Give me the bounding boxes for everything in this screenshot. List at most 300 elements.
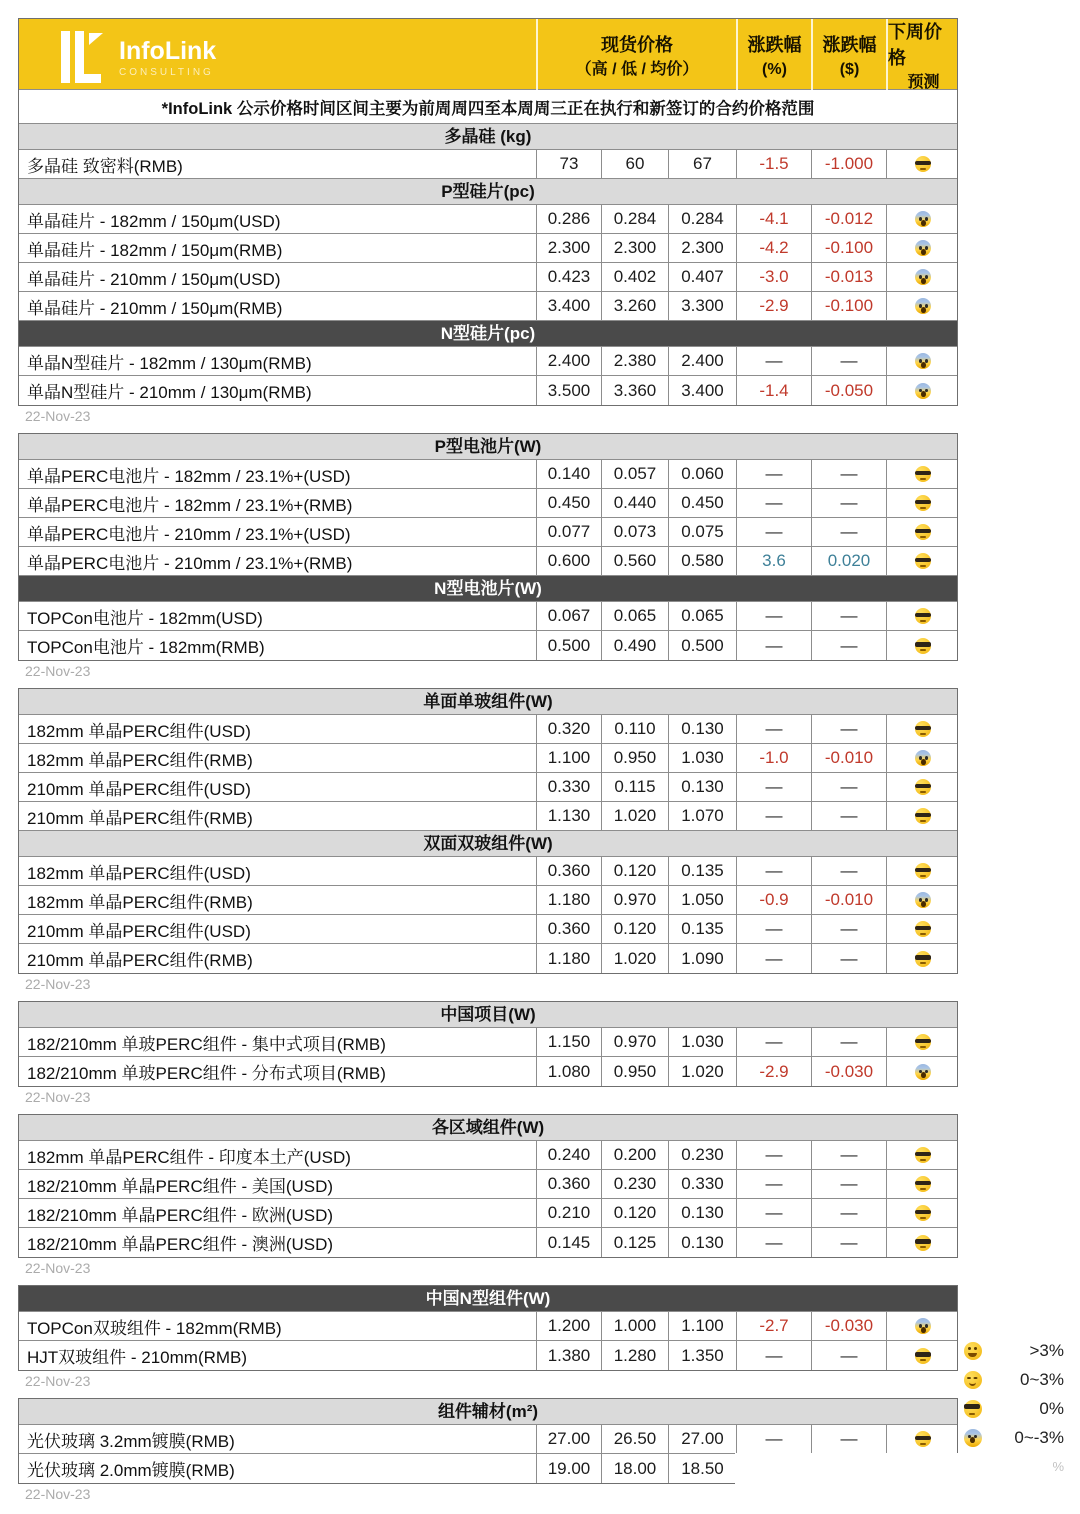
- row-label: TOPCon电池片 - 182mm(USD): [27, 608, 263, 628]
- cell-change-usd: -0.100: [811, 292, 886, 320]
- legend-item: [964, 1423, 1064, 1452]
- cell-high: 0.500: [536, 631, 601, 660]
- cell-avg: 1.020: [668, 1057, 736, 1086]
- cell-change-pct: —: [736, 1425, 811, 1453]
- sunglasses-face-emoji: [915, 721, 931, 737]
- cell-high: 0.600: [536, 547, 601, 575]
- price-row: [19, 460, 957, 489]
- cell-change-usd: —: [811, 347, 886, 375]
- sunglasses-face-emoji: [915, 1147, 931, 1163]
- cell-avg: 0.284: [668, 205, 736, 233]
- cell-forecast: [886, 1425, 959, 1453]
- sunglasses-face-emoji: [915, 466, 931, 482]
- cell-change-usd: —: [811, 631, 886, 660]
- price-row: [19, 857, 957, 886]
- cell-forecast: [886, 1228, 959, 1257]
- cell-avg: 18.50: [668, 1454, 736, 1483]
- cell-low: 0.065: [601, 602, 668, 630]
- cell-change-usd: —: [811, 773, 886, 801]
- price-period-note: *InfoLink 公示价格时间区间主要为前周周四至本周周三正在执行和新签订的合约价格范围: [19, 90, 957, 124]
- cell-change-usd: 0.020: [811, 547, 886, 575]
- cell-high: 0.360: [536, 915, 601, 943]
- sunglasses-face-emoji: [915, 951, 931, 967]
- cell-low: 60: [601, 150, 668, 178]
- legend-item: [964, 1452, 1064, 1481]
- brand-subtitle: CONSULTING: [119, 66, 214, 78]
- cell-forecast: [886, 376, 959, 405]
- cell-low: 0.120: [601, 1199, 668, 1227]
- sunglasses-face-emoji: [915, 608, 931, 624]
- cell-forecast: [886, 150, 959, 178]
- cell-avg: 3.300: [668, 292, 736, 320]
- cell-low: 1.020: [601, 802, 668, 830]
- cell-high: 19.00: [536, 1454, 601, 1483]
- cell-low: 0.970: [601, 886, 668, 914]
- section-header: P型电池片(W): [19, 434, 957, 460]
- price-row: [19, 547, 957, 576]
- cell-change-pct: —: [736, 1341, 811, 1370]
- row-label: 单晶N型硅片 - 210mm / 130μm(RMB): [27, 383, 312, 402]
- date-stamp: 22-Nov-23: [25, 1089, 91, 1105]
- cell-forecast: [886, 547, 959, 575]
- cell-low: 0.402: [601, 263, 668, 291]
- cell-high: 0.210: [536, 1199, 601, 1227]
- cell-change-usd: —: [811, 460, 886, 488]
- sunglasses-face-emoji: [915, 808, 931, 824]
- price-row: [19, 292, 957, 321]
- cell-change-usd: -0.030: [811, 1057, 886, 1086]
- cell-high: 0.240: [536, 1141, 601, 1169]
- cell-low: 1.280: [601, 1341, 668, 1370]
- cell-avg: 0.580: [668, 547, 736, 575]
- row-label: 单晶硅片 - 182mm / 150μm(RMB): [27, 240, 283, 260]
- legend-label: 0%: [1039, 1398, 1064, 1418]
- legend-label: >3%: [1029, 1340, 1064, 1360]
- cell-change-usd: —: [811, 1141, 886, 1169]
- cell-high: 0.320: [536, 715, 601, 743]
- scream-face-emoji: [915, 750, 931, 766]
- cell-change-pct: —: [736, 602, 811, 630]
- cell-avg: 0.130: [668, 773, 736, 801]
- row-label: 单晶PERC电池片 - 210mm / 23.1%+(RMB): [27, 553, 353, 573]
- cell-forecast: [886, 518, 959, 546]
- row-label: 182/210mm 单晶PERC组件 - 澳洲(USD): [27, 1235, 334, 1254]
- cell-change-pct: —: [736, 1228, 811, 1257]
- cell-forecast: [886, 715, 959, 743]
- cell-avg: 0.060: [668, 460, 736, 488]
- row-label: 182/210mm 单晶PERC组件 - 美国(USD): [27, 1176, 334, 1196]
- sunglasses-face-emoji: [915, 1235, 931, 1251]
- cell-change-pct: -3.0: [736, 263, 811, 291]
- section-header: 各区域组件(W): [19, 1115, 957, 1141]
- cell-high: 1.200: [536, 1312, 601, 1340]
- cell-low: 0.950: [601, 744, 668, 772]
- scream-face-emoji: [915, 353, 931, 369]
- cell-high: 0.145: [536, 1228, 601, 1257]
- price-table-block: [18, 688, 958, 974]
- section-header: 多晶硅 (kg): [19, 124, 957, 150]
- cell-high: 2.400: [536, 347, 601, 375]
- row-label: 单晶PERC电池片 - 210mm / 23.1%+(USD): [27, 524, 351, 544]
- cell-low: 0.110: [601, 715, 668, 743]
- cell-avg: 0.330: [668, 1170, 736, 1198]
- cell-forecast: [886, 944, 959, 973]
- row-label: 182mm 单晶PERC组件(RMB): [27, 750, 253, 770]
- price-row: [19, 347, 957, 376]
- row-label: TOPCon电池片 - 182mm(RMB): [27, 638, 265, 657]
- section-header: P型硅片(pc): [19, 179, 957, 205]
- cell-avg: 0.130: [668, 1228, 736, 1257]
- scream-face-emoji: [915, 211, 931, 227]
- cell-forecast: [886, 1341, 959, 1370]
- sunglasses-face-emoji: [915, 553, 931, 569]
- cell-change-pct: -2.9: [736, 292, 811, 320]
- cell-change-pct: —: [736, 1199, 811, 1227]
- cell-high: 0.360: [536, 1170, 601, 1198]
- cell-avg: 0.450: [668, 489, 736, 517]
- cell-change-pct: -2.9: [736, 1057, 811, 1086]
- cell-change-pct: —: [736, 347, 811, 375]
- price-row: [19, 150, 957, 179]
- price-row: [19, 518, 957, 547]
- row-label: 182mm 单晶PERC组件(USD): [27, 721, 251, 741]
- cell-low: 2.300: [601, 234, 668, 262]
- cell-forecast: [886, 744, 959, 772]
- section-header: N型硅片(pc): [19, 321, 957, 347]
- cell-high: 73: [536, 150, 601, 178]
- cell-avg: 0.130: [668, 715, 736, 743]
- row-label: 单晶硅片 - 210mm / 150μm(USD): [27, 269, 281, 289]
- price-row: [19, 1170, 957, 1199]
- column-header-change-pct: 涨跌幅 (%): [736, 19, 811, 95]
- cell-avg: 1.030: [668, 744, 736, 772]
- date-stamp: 22-Nov-23: [25, 976, 91, 992]
- scream-face-emoji: [915, 892, 931, 908]
- cell-low: 0.950: [601, 1057, 668, 1086]
- cell-change-pct: —: [736, 518, 811, 546]
- cell-change-usd: -0.100: [811, 234, 886, 262]
- cell-low: 0.440: [601, 489, 668, 517]
- price-row: [19, 1057, 957, 1086]
- row-label: 光伏玻璃 2.0mm镀膜(RMB): [27, 1461, 235, 1480]
- cell-low: 0.970: [601, 1028, 668, 1056]
- cell-avg: 1.050: [668, 886, 736, 914]
- cell-change-pct: -1.4: [736, 376, 811, 405]
- scream-face-emoji: [915, 1318, 931, 1334]
- price-row: [19, 1141, 957, 1170]
- cell-change-pct: -4.1: [736, 205, 811, 233]
- cell-high: 1.150: [536, 1028, 601, 1056]
- cell-forecast: [886, 802, 959, 830]
- brand-name: InfoLink: [119, 36, 217, 65]
- cell-low: 1.020: [601, 944, 668, 973]
- cell-high: 0.330: [536, 773, 601, 801]
- row-label: 182/210mm 单晶PERC组件 - 欧洲(USD): [27, 1205, 334, 1225]
- price-row: [19, 1312, 957, 1341]
- cell-high: 3.500: [536, 376, 601, 405]
- infolink-logo-icon: [61, 30, 107, 84]
- cell-high: 3.400: [536, 292, 601, 320]
- price-row: [19, 1028, 957, 1057]
- cell-high: 0.140: [536, 460, 601, 488]
- cell-forecast: [886, 602, 959, 630]
- price-row: [19, 489, 957, 518]
- row-label: 单晶PERC电池片 - 182mm / 23.1%+(USD): [27, 466, 351, 486]
- brand-header-cell: [19, 19, 536, 95]
- cell-forecast: [886, 1057, 959, 1086]
- row-label: 182/210mm 单玻PERC组件 - 分布式项目(RMB): [27, 1064, 386, 1083]
- cell-change-usd: —: [811, 1228, 886, 1257]
- cell-avg: 2.300: [668, 234, 736, 262]
- cell-low: 0.490: [601, 631, 668, 660]
- sunglasses-face-emoji: [915, 524, 931, 540]
- row-label: 单晶N型硅片 - 182mm / 130μm(RMB): [27, 353, 312, 373]
- cell-change-pct: —: [736, 944, 811, 973]
- cell-change-usd: —: [811, 715, 886, 743]
- cell-avg: 2.400: [668, 347, 736, 375]
- smiling-face-emoji: [964, 1371, 982, 1389]
- section-header: 组件辅材(m²): [19, 1399, 957, 1425]
- cell-change-pct: -1.5: [736, 150, 811, 178]
- row-label: 210mm 单晶PERC组件(RMB): [27, 951, 253, 970]
- cell-low: 0.120: [601, 915, 668, 943]
- cell-low: 26.50: [601, 1425, 668, 1453]
- cell-change-pct: —: [736, 489, 811, 517]
- cell-change-usd: —: [811, 489, 886, 517]
- cell-forecast: [886, 489, 959, 517]
- sunglasses-face-emoji: [915, 1034, 931, 1050]
- cell-change-pct: -4.2: [736, 234, 811, 262]
- row-label: 210mm 单晶PERC组件(USD): [27, 779, 251, 799]
- price-row: [19, 602, 957, 631]
- price-row: [19, 1228, 957, 1257]
- row-label: 210mm 单晶PERC组件(USD): [27, 921, 251, 941]
- cell-change-usd: —: [811, 944, 886, 973]
- cell-low: 0.284: [601, 205, 668, 233]
- legend-label: 0~-3%: [1014, 1427, 1064, 1447]
- cell-avg: 0.500: [668, 631, 736, 660]
- cell-change-pct: —: [736, 915, 811, 943]
- legend-label: 0~3%: [1020, 1369, 1064, 1389]
- price-row: [19, 205, 957, 234]
- cell-forecast: [886, 347, 959, 375]
- price-sheet: [18, 18, 958, 1511]
- cell-change-usd: —: [811, 857, 886, 885]
- cell-forecast: [886, 886, 959, 914]
- sunglasses-face-emoji: [915, 1348, 931, 1364]
- price-row: [19, 773, 957, 802]
- cell-forecast: [886, 1141, 959, 1169]
- cell-low: 2.380: [601, 347, 668, 375]
- date-stamp: 22-Nov-23: [25, 1486, 91, 1502]
- cell-high: 1.080: [536, 1057, 601, 1086]
- sunglasses-face-emoji: [915, 1176, 931, 1192]
- cell-change-pct: —: [736, 1170, 811, 1198]
- cell-avg: 3.400: [668, 376, 736, 405]
- cell-change-usd: -0.013: [811, 263, 886, 291]
- price-table-block: [18, 1001, 958, 1087]
- legend-label: %: [1052, 1459, 1064, 1474]
- row-label: 单晶硅片 - 210mm / 150μm(RMB): [27, 298, 283, 318]
- cell-change-usd: —: [811, 1170, 886, 1198]
- scream-face-emoji: [915, 383, 931, 399]
- section-header: N型电池片(W): [19, 576, 957, 602]
- price-row: [19, 376, 957, 405]
- forecast-legend: [964, 1336, 1064, 1481]
- cell-change-usd: -0.030: [811, 1312, 886, 1340]
- cell-change-pct: —: [736, 715, 811, 743]
- cell-avg: 1.070: [668, 802, 736, 830]
- cell-low: 0.125: [601, 1228, 668, 1257]
- cell-change-pct: -0.9: [736, 886, 811, 914]
- column-header-change-usd: 涨跌幅 ($): [811, 19, 886, 95]
- cell-high: 0.286: [536, 205, 601, 233]
- cell-forecast: [886, 1199, 959, 1227]
- cell-avg: 67: [668, 150, 736, 178]
- cell-forecast: [886, 234, 959, 262]
- cell-forecast: [886, 1312, 959, 1340]
- section-header: 中国N型组件(W): [19, 1286, 957, 1312]
- row-label: 单晶PERC电池片 - 182mm / 23.1%+(RMB): [27, 495, 353, 515]
- price-row: [19, 234, 957, 263]
- cell-change-pct: -2.7: [736, 1312, 811, 1340]
- cell-low: 18.00: [601, 1454, 668, 1483]
- sunglasses-face-emoji: [915, 779, 931, 795]
- cell-high: 0.450: [536, 489, 601, 517]
- cell-avg: 0.130: [668, 1199, 736, 1227]
- price-table-block: [18, 433, 958, 661]
- section-header: 中国项目(W): [19, 1002, 957, 1028]
- price-row: [19, 944, 957, 973]
- cell-change-usd: —: [811, 602, 886, 630]
- scream-face-emoji: [964, 1429, 982, 1447]
- section-header: 单面单玻组件(W): [19, 689, 957, 715]
- cell-avg: 0.065: [668, 602, 736, 630]
- cell-avg: 0.230: [668, 1141, 736, 1169]
- price-row: [19, 915, 957, 944]
- scream-face-emoji: [915, 298, 931, 314]
- row-label: TOPCon双玻组件 - 182mm(RMB): [27, 1318, 282, 1338]
- cell-avg: 1.350: [668, 1341, 736, 1370]
- cell-high: 0.423: [536, 263, 601, 291]
- row-label: 182mm 单晶PERC组件(USD): [27, 863, 251, 883]
- grinning-face-emoji: [964, 1342, 982, 1360]
- cell-high: 1.100: [536, 744, 601, 772]
- cell-high: 1.180: [536, 944, 601, 973]
- cell-change-usd: -0.012: [811, 205, 886, 233]
- cell-high: 0.077: [536, 518, 601, 546]
- sunglasses-face-emoji: [915, 495, 931, 511]
- cell-change-usd: —: [811, 1028, 886, 1056]
- cell-change-usd: —: [811, 518, 886, 546]
- row-label: 182/210mm 单玻PERC组件 - 集中式项目(RMB): [27, 1034, 386, 1054]
- cell-low: 0.230: [601, 1170, 668, 1198]
- cell-forecast: [886, 915, 959, 943]
- cell-low: 0.115: [601, 773, 668, 801]
- sunglasses-face-emoji: [964, 1400, 982, 1418]
- cell-avg: 0.135: [668, 857, 736, 885]
- cell-forecast: [886, 857, 959, 885]
- cell-change-usd: -0.010: [811, 886, 886, 914]
- sunglasses-face-emoji: [915, 638, 931, 654]
- cell-forecast: [886, 205, 959, 233]
- cell-change-usd: —: [811, 1341, 886, 1370]
- scream-face-emoji: [915, 240, 931, 256]
- cell-forecast: [886, 263, 959, 291]
- cell-change-pct: —: [736, 802, 811, 830]
- table-header: [19, 19, 957, 90]
- cell-avg: 0.407: [668, 263, 736, 291]
- cell-change-pct: —: [736, 773, 811, 801]
- cell-forecast: [886, 773, 959, 801]
- price-row: [19, 715, 957, 744]
- cell-high: 1.380: [536, 1341, 601, 1370]
- price-row: [19, 1425, 957, 1454]
- date-stamp: 22-Nov-23: [25, 1373, 91, 1389]
- cell-high: 27.00: [536, 1425, 601, 1453]
- cell-high: 0.360: [536, 857, 601, 885]
- cell-low: 3.260: [601, 292, 668, 320]
- legend-item: [964, 1365, 1064, 1394]
- legend-item: [964, 1394, 1064, 1423]
- price-row: [19, 1199, 957, 1228]
- column-header-forecast: 下周价格 预测: [886, 19, 959, 95]
- cell-change-usd: -0.010: [811, 744, 886, 772]
- cell-change-pct: 3.6: [736, 547, 811, 575]
- row-label: 182mm 单晶PERC组件 - 印度本土产(USD): [27, 1147, 351, 1167]
- date-stamp: 22-Nov-23: [25, 663, 91, 679]
- cell-change-usd: -1.000: [811, 150, 886, 178]
- cell-forecast: [886, 1028, 959, 1056]
- price-row: [19, 631, 957, 660]
- date-stamp: 22-Nov-23: [25, 408, 91, 424]
- cell-avg: 1.100: [668, 1312, 736, 1340]
- row-label: HJT双玻组件 - 210mm(RMB): [27, 1348, 248, 1367]
- legend-item: [964, 1336, 1064, 1365]
- cell-forecast: [886, 631, 959, 660]
- cell-avg: 27.00: [668, 1425, 736, 1453]
- row-label: 单晶硅片 - 182mm / 150μm(USD): [27, 211, 281, 231]
- cell-avg: 1.090: [668, 944, 736, 973]
- price-table-block: [18, 1114, 958, 1258]
- row-label: 210mm 单晶PERC组件(RMB): [27, 808, 253, 828]
- cell-change-pct: —: [736, 1141, 811, 1169]
- sunglasses-face-emoji: [915, 921, 931, 937]
- cell-change-pct: —: [736, 631, 811, 660]
- cell-low: 0.120: [601, 857, 668, 885]
- sunglasses-face-emoji: [915, 1431, 931, 1447]
- price-row: [19, 886, 957, 915]
- cell-change-pct: —: [736, 1028, 811, 1056]
- cell-forecast: [886, 292, 959, 320]
- sunglasses-face-emoji: [915, 156, 931, 172]
- cell-low: 0.200: [601, 1141, 668, 1169]
- cell-low: 3.360: [601, 376, 668, 405]
- price-table-block: [18, 1285, 958, 1371]
- cell-forecast: [886, 1170, 959, 1198]
- price-row: [19, 802, 957, 831]
- date-stamp: 22-Nov-23: [25, 1260, 91, 1276]
- cell-high: 2.300: [536, 234, 601, 262]
- cell-low: 0.560: [601, 547, 668, 575]
- cell-change-pct: —: [736, 857, 811, 885]
- scream-face-emoji: [915, 269, 931, 285]
- cell-change-usd: -0.050: [811, 376, 886, 405]
- row-label: 多晶硅 致密料(RMB): [27, 156, 183, 176]
- price-row: [19, 263, 957, 292]
- sunglasses-face-emoji: [915, 863, 931, 879]
- column-header-spot-price: 现货价格 （高 / 低 / 均价）: [536, 19, 736, 95]
